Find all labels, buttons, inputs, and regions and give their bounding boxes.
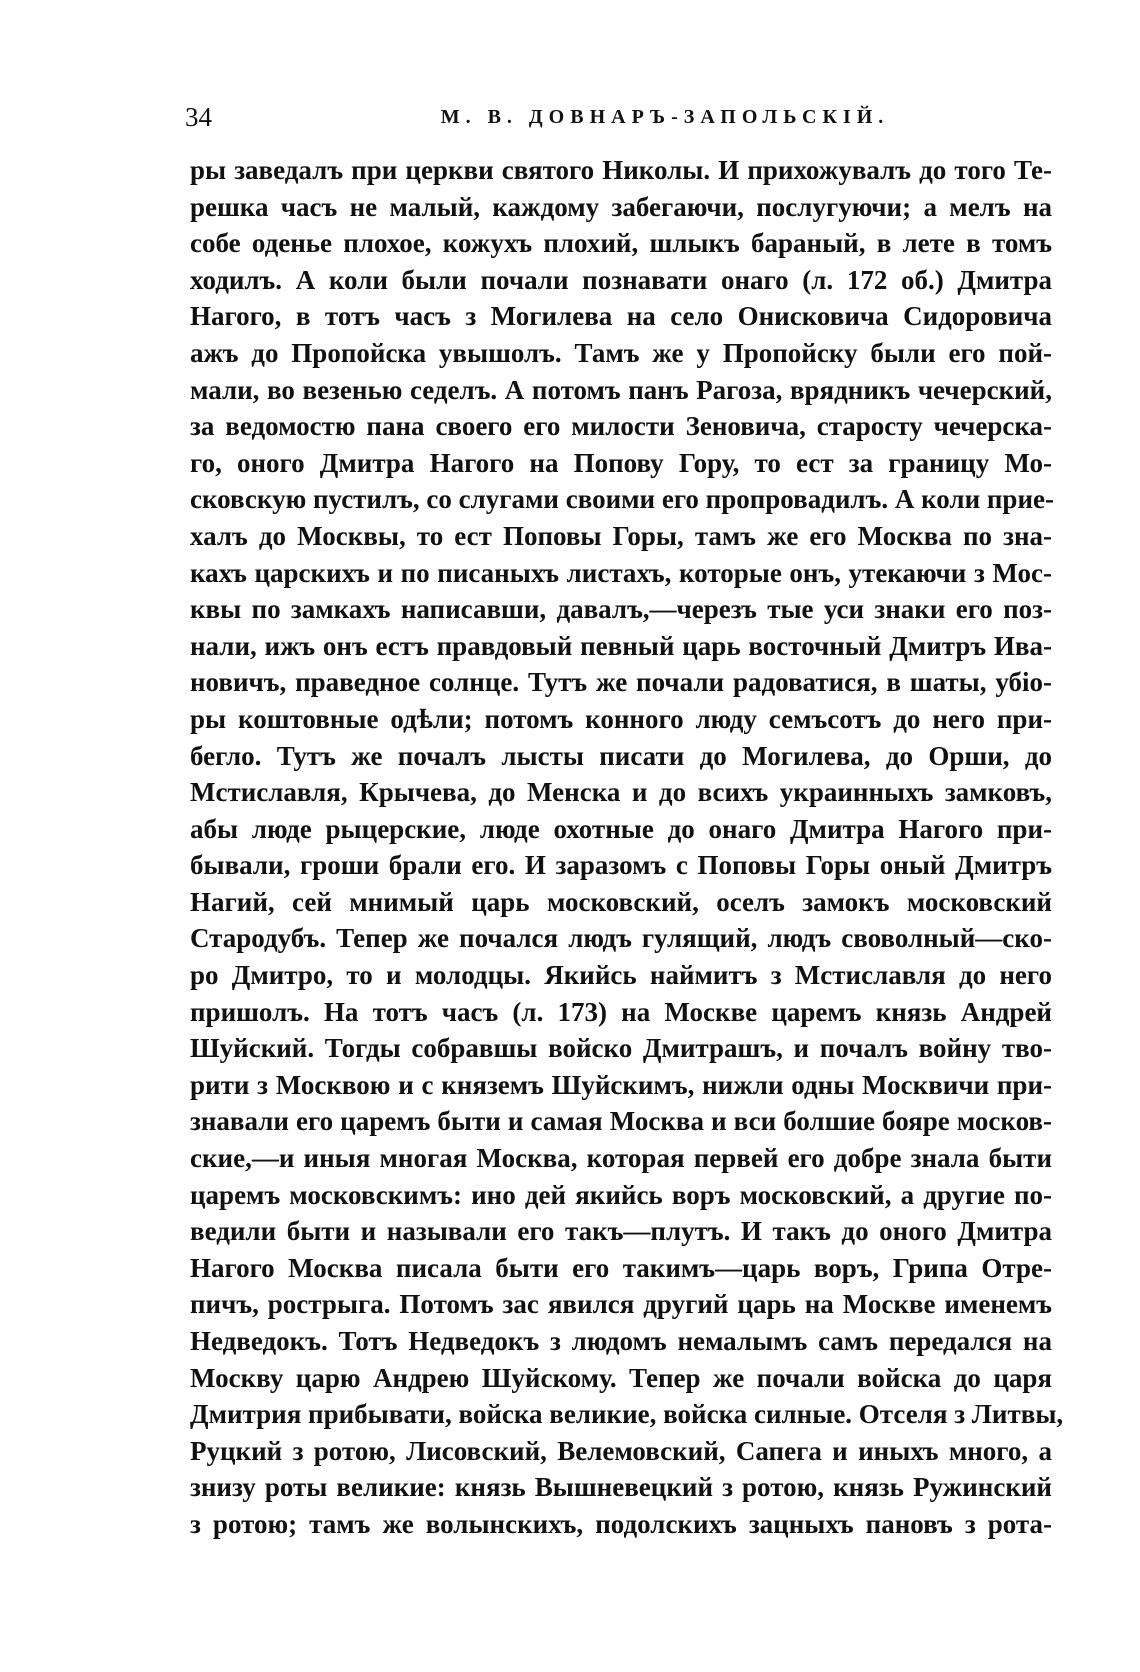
running-head-author: М. В. ДОВНАРЪ-ЗАПОЛЬСКІЙ. — [440, 106, 890, 128]
running-head — [185, 100, 1055, 134]
text-line: ры заведалъ при церкви святого Николы. И прихожувалъ до того Те- — [190, 155, 1052, 185]
text-line: ведили быти и называли его такъ—плутъ. И такъ до оного Дмитра — [190, 1216, 1052, 1247]
text-line: пичъ, рострыга. Потомъ зас явился другий царь на Москве именемъ — [190, 1289, 1052, 1320]
text-line: нали, ижъ онъ естъ правдовый певный царь восточный Дмитръ Ива- — [190, 630, 1052, 661]
body-text — [190, 152, 1064, 1543]
text-line: кахъ царскихъ и по писаныхъ листахъ, которые онъ, утекаючи з Мос- — [190, 557, 1052, 588]
text-line: решка часъ не малый, каждому забегаючи, послугуючи; а мелъ на — [190, 191, 1052, 222]
text-line: собе оденье плохое, кожухъ плохий, шлыкъ бараный, в лете в томъ — [190, 228, 1052, 259]
text-line: квы по замкахъ написавши, давалъ,—черезъ тые уси знаки его поз- — [190, 594, 1052, 625]
text-line: ские,—и иныя многая Москва, которая первей его добре знала быти — [190, 1143, 1052, 1174]
text-line: Нагого, в тотъ часъ з Могилева на село Онисковича Сидоровича — [190, 301, 1052, 332]
text-line: ро Дмитро, то и молодцы. Якийсь наймитъ з Мстиславля до него — [190, 960, 1052, 991]
text-line: ходилъ. А коли были почали познавати онаго (л. 172 об.) Дмитра — [190, 264, 1052, 295]
text-line: знизу роты великие: князь Вышневецкий з ротою, князь Ружинский — [190, 1472, 1052, 1503]
text-line: рити з Москвою и с княземъ Шуйскимъ, нижли одны Москвичи при- — [190, 1069, 1052, 1100]
text-line: царемъ московскимъ: ино дей якийсь воръ московский, а другие по- — [190, 1179, 1052, 1210]
text-line: з ротою; тамъ же волынскихъ, подолскихъ зацныхъ пановъ з рота- — [190, 1508, 1052, 1539]
text-line: го, оного Дмитра Нагого на Попову Гору, то ест за границу Мо- — [190, 447, 1052, 478]
text-line: абы люде рыцерские, люде охотные до онаго Дмитра Нагого при- — [190, 813, 1052, 844]
text-line: Мстиславля, Крычева, до Менска и до всихъ украинныхъ замковъ, — [190, 777, 1052, 808]
text-line: бывали, гроши брали его. И заразомъ с Поповы Горы оный Дмитръ — [190, 850, 1052, 881]
text-line: ры коштовные одѣли; потомъ конного люду семъсотъ до него при- — [190, 703, 1052, 734]
text-line: Стародубъ. Тепер же почался людъ гулящий, людъ своволный—ско- — [190, 923, 1052, 954]
text-line: халъ до Москвы, то ест Поповы Горы, тамъ же его Москва по зна- — [190, 520, 1052, 551]
text-line: бегло. Тутъ же почалъ лысты писати до Могилева, до Орши, до — [190, 740, 1052, 771]
text-line: Руцкий з ротою, Лисовский, Велемовский, Сапега и иныхъ много, а — [190, 1435, 1052, 1466]
text-line: пришолъ. На тотъ часъ (л. 173) на Москве царемъ князь Андрей — [190, 996, 1052, 1027]
page-number: 34 — [185, 102, 212, 132]
text-line: мали, во везенью седелъ. А потомъ панъ Рагоза, врядникъ чечерский, — [190, 374, 1052, 405]
text-line: сковскую пустилъ, со слугами своими его пропровадилъ. А коли прие- — [190, 484, 1054, 515]
text-line: новичъ, праведное солнце. Тутъ же почали радоватися, в шаты, убіо- — [190, 667, 1052, 698]
text-line: Москву царю Андрею Шуйскому. Тепер же почали войска до царя — [190, 1362, 1052, 1393]
text-line: Нагого Москва писала быти его такимъ—царь воръ, Грипа Отре- — [190, 1252, 1052, 1283]
text-line: Дмитрия прибывати, войска великие, войска силные. Отселя з Литвы, — [190, 1399, 1064, 1430]
text-line: Недведокъ. Тотъ Недведокъ з людомъ немалымъ самъ передался на — [190, 1326, 1052, 1356]
text-line: Нагий, сей мнимый царь московский, оселъ замокъ московский — [190, 886, 1052, 917]
text-line: ажъ до Пропойска увышолъ. Тамъ же у Пропойску были его пой- — [190, 337, 1052, 368]
text-line: знавали его царемъ быти и самая Москва и вси болшие бояре москов- — [190, 1106, 1052, 1137]
text-line: за ведомостю пана своего его милости Зеновича, старосту чечерска- — [190, 411, 1052, 442]
text-line: Шуйский. Тогды собравшы войско Дмитрашъ, и почалъ войну тво- — [190, 1033, 1052, 1064]
